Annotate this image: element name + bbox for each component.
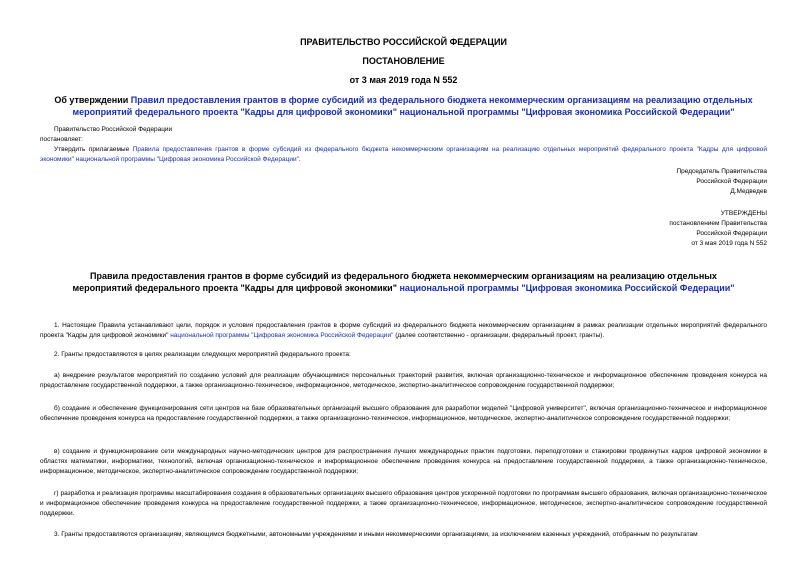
preamble-line-1: Правительство Российской Федерации [54, 126, 173, 133]
approved-line-4: от 3 мая 2019 года N 552 [691, 240, 767, 247]
title-link[interactable]: Правил предоставления грантов в форме субсидий из федерального бюджета некоммерческим организациям на реализацию отдельных мероприятий федерального проекта "Кадры для цифровой экономики" национальной программы "Цифровая экономика Российской Федерации" [72, 95, 753, 117]
approve-prefix: Утвердить прилагаемые [54, 146, 133, 153]
rules-title [60, 270, 747, 294]
paragraph-1-a: 1. Настоящие Правила устанавливают цели, порядок и условия предоставления грантов в форме субсидий из федерального бюджета некоммерческим организациям в рамках реализации отдельных мероприятий федерального проекта "Кадры для цифровой экономики" [40, 322, 767, 339]
approved-line-2: постановлением Правительства [669, 220, 767, 227]
approve-link[interactable]: Правила предоставления грантов в форме субсидий из федерального бюджета некоммерческим организациям на реализацию отдельных мероприятий федерального проекта "Кадры для цифровой экономики" национальной программы "Цифровая экономика Российской Федерации" [40, 146, 768, 163]
paragraph-b: б) создание и обеспечение функционирования сети центров на базе образовательных организаций высшего образования для разработки моделей "Цифровой университет", включая организационно-техническое и информационное обеспечение проведения конкурса на предоставление государственной поддержки, а также организационно-техническое, информационное, методическое, экспертно-аналитическое сопровождение государственной поддержки; [40, 405, 767, 422]
approved-line-1: УТВЕРЖДЕНЫ [720, 210, 767, 217]
paragraph-g: г) разработка и реализация программы масштабирования создания в образовательных организациях высшего образования центров ускоренной подготовки по программам высшего образования, включая организационно-техническое и информационное обеспечение проведения конкурса на предоставление государственной поддержки, а также организационно-техническое, информационное, методическое, экспертно-аналитическое сопровождение государственной поддержки. [40, 490, 767, 517]
paragraph-2: 2. Гранты предоставляются в целях реализации следующих мероприятий федерального проекта: [54, 351, 351, 358]
rules-title-link[interactable]: национальной программы "Цифровая экономика Российской Федерации" [399, 283, 735, 293]
rules-title-main: Правила предоставления грантов в форме субсидий из федерального бюджета некоммерческим организациям на реализацию отдельных мероприятий федерального проекта "Кадры для цифровой экономики" [72, 271, 717, 293]
preamble-line-2: постановляет: [40, 136, 83, 143]
document-type: ПОСТАНОВЛЕНИЕ [362, 56, 445, 66]
approved-line-3: Российской Федерации [696, 230, 767, 237]
approve-suffix: . [298, 156, 301, 163]
paragraph-3: 3. Гранты предоставляются организациям, являющимся бюджетными, автономными учреждениями и иными некоммерческими организациями, за исключением казенных учреждений, отобранным по результатам [54, 531, 698, 538]
paragraph-1-b: (далее соответственно - организации, федеральный проект, гранты). [393, 332, 605, 339]
signature-line-2: Российской Федерации [696, 178, 767, 185]
signature-line-3: Д.Медведев [730, 188, 767, 195]
paragraph-a: а) внедрение результатов мероприятий по созданию условий для реализации обучающимися персональных траекторий развития, включая организационно-техническое и информационное обеспечение проведения конкурса на предоставление государственной поддержки, а также организационно-техническое, информационное, методическое, экспертно-аналитическое сопровождение государственной поддержки; [40, 372, 767, 389]
paragraph-1-link[interactable]: национальной программы "Цифровая экономика Российской Федерации" [170, 332, 394, 339]
government-name: ПРАВИТЕЛЬСТВО РОССИЙСКОЙ ФЕДЕРАЦИИ [300, 37, 507, 47]
title-prefix: Об утверждении [54, 95, 131, 105]
paragraph-1 [40, 321, 767, 341]
document-title [40, 94, 767, 118]
paragraph-v: в) создание и функционирование сети международных научно-методических центров для распространения лучших международных практик подготовки, переподготовки и стажировки продвинутых кадров цифровой экономики в областях математики, информатики, технологий, включая организационно-техническое и информационное обеспечение проведения конкурса на предоставление государственной поддержки, а также организационно-техническое, информационное, методическое, экспертно-аналитическое сопровождение государственной поддержки; [40, 448, 767, 475]
approve-paragraph [40, 145, 767, 165]
document-date: от 3 мая 2019 года N 552 [349, 75, 458, 85]
signature-line-1: Председатель Правительства [676, 168, 767, 175]
